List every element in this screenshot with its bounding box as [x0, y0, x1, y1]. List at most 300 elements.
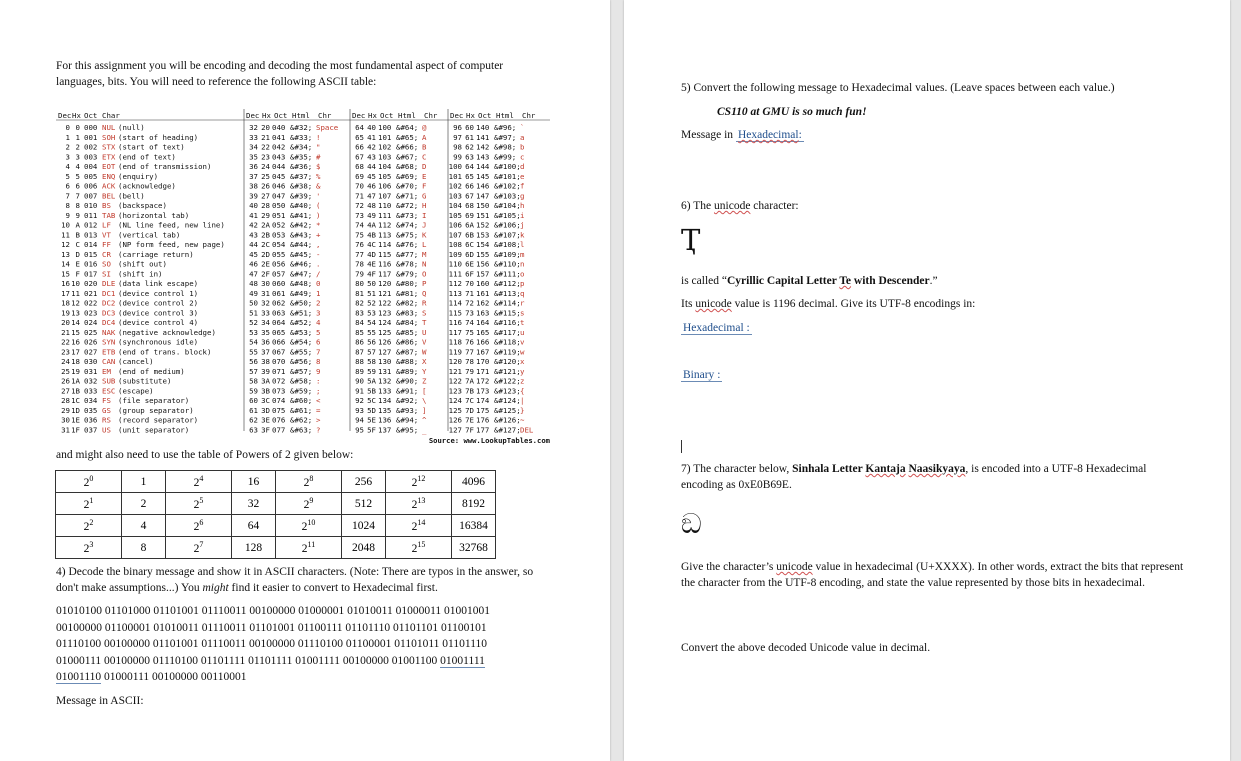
power-value-cell: 2048 [342, 537, 386, 559]
power-exponent: 13 [417, 496, 426, 506]
ascii-control-name: (record separator) [118, 415, 199, 425]
ascii-char: r [520, 298, 525, 308]
ascii-cell: 105 [448, 210, 462, 220]
ascii-cell: &#101; [494, 171, 521, 181]
power-base-cell [166, 471, 232, 493]
ascii-cell: 37 [249, 171, 258, 181]
ascii-cell: 3 [65, 152, 70, 162]
ascii-cell: &#37; [290, 171, 313, 181]
ascii-cell: &#87; [396, 347, 419, 357]
power-value-cell: 32768 [452, 537, 496, 559]
ascii-cell: 001 [84, 132, 98, 142]
ascii-cell: 034 [84, 396, 98, 405]
ascii-control-name: (substitute) [118, 376, 172, 386]
power-exponent: 15 [417, 540, 426, 550]
ascii-cell: 011 [84, 210, 98, 220]
ascii-cell: 117 [378, 269, 392, 279]
ascii-cell: 124 [448, 396, 462, 405]
powers-row [56, 537, 496, 559]
ascii-cell: 146 [476, 181, 490, 191]
ascii-control-name: (end of medium) [118, 366, 185, 376]
ascii-char: e [520, 171, 525, 181]
question-6 [681, 198, 799, 214]
ascii-cell: &#116; [494, 318, 521, 327]
ascii-header: Chr [424, 111, 438, 120]
ascii-char: ` [520, 123, 525, 132]
ascii-cell: 55 [249, 347, 258, 357]
ascii-cell: 2A [261, 220, 270, 230]
ascii-cell: &#106; [494, 220, 521, 230]
ascii-cell: 65 [355, 132, 364, 142]
power-value-cell: 2 [122, 493, 166, 515]
ascii-cell: 3 [75, 152, 80, 162]
ascii-cell: 13 [61, 249, 70, 259]
ascii-cell: &#78; [396, 259, 419, 269]
power-base: 2 [83, 498, 90, 511]
ascii-cell: 20 [261, 123, 270, 132]
ascii-cell: &#71; [396, 191, 419, 201]
ascii-cell: 006 [84, 181, 98, 191]
ascii-cell: 046 [272, 181, 286, 191]
ascii-cell: &#88; [396, 357, 419, 366]
ascii-cell: 59 [249, 386, 258, 396]
q6-value-line [681, 296, 975, 312]
ascii-header: Oct [380, 111, 394, 120]
ascii-char: DEL [520, 425, 534, 435]
ascii-cell: 74 [465, 318, 474, 327]
ascii-cell: 104 [448, 201, 462, 210]
ascii-cell: 82 [355, 298, 364, 308]
hex-message-line [681, 127, 804, 143]
ascii-cell: 5F [367, 425, 376, 435]
ascii-cell: 4F [367, 269, 376, 279]
ascii-cell: 1B [71, 386, 80, 396]
ascii-cell: 60 [465, 123, 474, 132]
ascii-cell: &#104; [494, 201, 521, 210]
ascii-cell: 41 [249, 210, 258, 220]
ascii-char: _ [422, 425, 427, 435]
ascii-header: Dec [450, 111, 464, 120]
ascii-cell: &#42; [290, 220, 313, 230]
ascii-cell: 119 [448, 347, 462, 357]
ascii-cell: 130 [378, 357, 392, 366]
ascii-char: H [422, 201, 427, 210]
ascii-cell: 76 [465, 337, 474, 347]
ascii-cell: 020 [84, 279, 98, 288]
ascii-cell: 70 [465, 279, 474, 288]
ascii-control-code: FS [102, 396, 111, 405]
ascii-control-name: (bell) [118, 191, 145, 201]
ascii-char: O [422, 269, 427, 279]
ascii-cell: &#77; [396, 249, 419, 259]
ascii-control-code: ENQ [102, 171, 116, 181]
ascii-cell: 56 [367, 337, 376, 347]
ascii-control-code: NAK [102, 327, 116, 337]
ascii-cell: 91 [355, 386, 364, 396]
ascii-cell: 78 [465, 357, 474, 366]
ascii-char: 3 [316, 308, 321, 318]
ascii-cell: 021 [84, 288, 98, 298]
question-4 [56, 564, 556, 596]
ascii-cell: 94 [355, 415, 364, 425]
ascii-cell: 151 [476, 210, 490, 220]
ascii-cell: 031 [84, 366, 98, 376]
ascii-char: Y [422, 366, 427, 376]
ascii-cell: 113 [378, 230, 392, 240]
hex-answer-label: Hexadecimal [683, 322, 744, 334]
ascii-cell: 98 [453, 142, 462, 152]
ascii-control-name: (carriage return) [118, 249, 194, 259]
ascii-cell: 58 [367, 357, 376, 366]
ascii-cell: 4 [75, 162, 80, 171]
ascii-control-name: (start of heading) [118, 132, 199, 142]
ascii-char: n [520, 259, 525, 269]
q7-name-a: Sinhala Letter [792, 463, 866, 475]
q4-might: might [202, 582, 229, 594]
ascii-cell: 1E [71, 415, 80, 425]
ascii-control-code: VT [102, 230, 111, 240]
binary-last-byte: 01001110 [56, 671, 102, 683]
ascii-cell: 4C [367, 240, 376, 249]
ascii-cell: 9 [75, 210, 80, 220]
ascii-cell: 78 [355, 259, 364, 269]
power-exponent: 11 [307, 540, 316, 550]
bin-answer-field[interactable] [681, 369, 722, 382]
q6-value-a: Its [681, 298, 696, 310]
ascii-char: f [520, 181, 525, 191]
ascii-char: M [422, 249, 427, 259]
ascii-cell: &#118; [494, 337, 521, 347]
ascii-cell: 52 [249, 318, 258, 327]
ascii-cell: 22 [261, 142, 270, 152]
ascii-cell: 6 [65, 181, 70, 191]
ascii-cell: 44 [249, 240, 258, 249]
ascii-cell: 004 [84, 162, 98, 171]
ascii-char: B [422, 142, 427, 152]
ascii-cell: 5B [367, 386, 376, 396]
power-value-cell: 8192 [452, 493, 496, 515]
power-base-cell [386, 537, 452, 559]
ascii-cell: 59 [367, 366, 376, 376]
ascii-cell: C [75, 240, 80, 249]
powers-intro: and might also need to use the table of Powers of 2 given below: [56, 449, 354, 461]
document-page-left [0, 0, 610, 761]
ascii-cell: 110 [448, 259, 462, 269]
ascii-table-graphic [56, 109, 556, 447]
ascii-cell: 5 [65, 171, 70, 181]
ascii-cell: &#69; [396, 171, 419, 181]
ascii-cell: &#62; [290, 415, 313, 425]
ascii-cell: 86 [355, 337, 364, 347]
ascii-header: Html [398, 111, 416, 120]
power-base: 2 [301, 542, 308, 555]
ascii-cell: 003 [84, 152, 98, 162]
ascii-cell: 113 [448, 288, 462, 298]
ascii-cell: &#108; [494, 240, 521, 249]
ascii-char: 1 [316, 288, 321, 298]
ascii-cell: 115 [378, 249, 392, 259]
ascii-cell: &#58; [290, 376, 313, 386]
ascii-control-code: CAN [102, 357, 116, 366]
ascii-cell: 2 [65, 142, 70, 152]
ascii-cell: &#72; [396, 201, 419, 210]
ascii-cell: 6 [75, 181, 80, 191]
ascii-cell: &#126; [494, 415, 521, 425]
ascii-cell: 19 [71, 366, 80, 376]
ascii-cell: 165 [476, 327, 490, 337]
binary-line [56, 669, 490, 686]
ascii-cell: 067 [272, 347, 286, 357]
ascii-char: a [520, 132, 525, 142]
ascii-char: x [520, 357, 525, 366]
ascii-control-code: SO [102, 259, 111, 269]
power-value-cell: 8 [122, 537, 166, 559]
ascii-cell: 032 [84, 376, 98, 386]
ascii-control-name: (device control 4) [118, 318, 199, 327]
ascii-cell: 46 [249, 259, 258, 269]
ascii-cell: 68 [465, 201, 474, 210]
ascii-cell: 8 [65, 201, 70, 210]
q7-give-unicode: unicode [776, 561, 813, 573]
ascii-char: T [422, 318, 427, 327]
ascii-cell: &#122; [494, 376, 521, 386]
ascii-cell: &#39; [290, 191, 313, 201]
ascii-control-code: DC4 [102, 318, 116, 327]
ascii-cell: 152 [476, 220, 490, 230]
q7-text-a: 7) The character below, [681, 463, 793, 475]
ascii-cell: 12 [61, 240, 70, 249]
ascii-char: & [316, 181, 321, 191]
ascii-cell: 121 [378, 288, 392, 298]
ascii-cell: &#81; [396, 288, 419, 298]
ascii-cell: &#115; [494, 308, 521, 318]
ascii-header: Hx [72, 111, 81, 120]
ascii-cell: 053 [272, 230, 286, 240]
ascii-cell: 88 [355, 357, 364, 366]
ascii-cell: 67 [465, 191, 474, 201]
power-exponent: 3 [89, 540, 94, 550]
ascii-cell: &#117; [494, 327, 521, 337]
ascii-cell: 27 [261, 191, 270, 201]
ascii-char: p [520, 279, 525, 288]
ascii-cell: &#38; [290, 181, 313, 191]
ascii-cell: 53 [367, 308, 376, 318]
ascii-cell: &#125; [494, 405, 521, 415]
power-base-cell [56, 471, 122, 493]
ascii-cell: &#57; [290, 366, 313, 376]
ascii-char: N [422, 259, 427, 269]
bin-answer-colon: : [717, 369, 721, 381]
ascii-cell: 142 [476, 142, 490, 152]
ascii-cell: 37 [261, 347, 270, 357]
ascii-cell: 40 [367, 123, 376, 132]
ascii-cell: &#50; [290, 298, 313, 308]
ascii-cell: 32 [249, 123, 258, 132]
hex-answer-colon: : [746, 322, 750, 334]
ascii-control-name: (negative acknowledge) [118, 327, 216, 337]
ascii-cell: &#59; [290, 386, 313, 396]
ascii-cell: 38 [261, 357, 270, 366]
ascii-cell: 84 [355, 318, 364, 327]
ascii-cell: 177 [476, 425, 490, 435]
ascii-cell: 77 [355, 249, 364, 259]
ascii-char: l [520, 240, 525, 249]
ascii-cell: 39 [261, 366, 270, 376]
ascii-cell: 21 [261, 132, 270, 142]
ascii-char: ! [316, 132, 321, 142]
ascii-cell: 016 [84, 259, 98, 269]
ascii-cell: 1A [71, 376, 80, 386]
ascii-cell: 2C [261, 240, 270, 249]
ascii-cell: 54 [367, 318, 376, 327]
ascii-cell: &#60; [290, 396, 313, 405]
ascii-cell: &#68; [396, 162, 419, 171]
ascii-cell: &#46; [290, 259, 313, 269]
ascii-char: # [316, 152, 321, 162]
ascii-header: Hx [466, 111, 475, 120]
ascii-control-code: ACK [102, 181, 116, 191]
ascii-cell: 071 [272, 366, 286, 376]
ascii-cell: &#103; [494, 191, 521, 201]
ascii-cell: 041 [272, 132, 286, 142]
ascii-cell: &#51; [290, 308, 313, 318]
ascii-cell: 126 [448, 415, 462, 425]
q6-name-te: Te [839, 275, 852, 287]
hex-message-word: Hexadecimal [737, 129, 799, 141]
ascii-cell: 79 [465, 366, 474, 376]
ascii-control-name: (unit separator) [118, 425, 190, 435]
ascii-cell: 6B [465, 230, 474, 240]
ascii-cell: 27 [61, 386, 70, 396]
ascii-cell: 106 [448, 220, 462, 230]
q7-letter-name [792, 463, 965, 475]
ascii-cell: &#41; [290, 210, 313, 220]
ascii-char: + [316, 230, 321, 240]
ascii-cell: &#105; [494, 210, 521, 220]
ascii-cell: 60 [249, 396, 258, 405]
ascii-cell: 7 [65, 191, 70, 201]
ascii-cell: 2E [261, 259, 270, 269]
ascii-cell: 061 [272, 288, 286, 298]
ascii-control-name: (device control 3) [118, 308, 199, 318]
ascii-cell: 56 [249, 357, 258, 366]
ascii-cell: 40 [249, 201, 258, 210]
ascii-cell: 103 [448, 191, 462, 201]
ascii-cell: 16 [61, 279, 70, 288]
ascii-cell: 037 [84, 425, 98, 435]
ascii-cell: 122 [378, 298, 392, 308]
ascii-char: ' [316, 191, 321, 201]
ascii-cell: 45 [249, 249, 258, 259]
cyrillic-te-glyph: Ҭ [681, 223, 701, 257]
ascii-cell: 74 [355, 220, 364, 230]
ascii-cell: 63 [465, 152, 474, 162]
ascii-cell: 155 [476, 249, 490, 259]
ascii-cell: &#85; [396, 327, 419, 337]
ascii-char: F [422, 181, 427, 191]
power-exponent: 8 [309, 474, 314, 484]
power-value-cell: 128 [232, 537, 276, 559]
ascii-control-code: EOT [102, 162, 116, 171]
power-exponent: 1 [89, 496, 94, 506]
ascii-cell: 5C [367, 396, 376, 405]
power-base-cell [386, 515, 452, 537]
ascii-cell: 022 [84, 298, 98, 308]
ascii-cell: 14 [61, 259, 70, 269]
ascii-char: Z [422, 376, 427, 386]
ascii-cell: 93 [355, 405, 364, 415]
hex-answer-field[interactable] [681, 322, 752, 335]
ascii-cell: 73 [355, 210, 364, 220]
ascii-cell: 13 [71, 308, 80, 318]
ascii-cell: 172 [476, 376, 490, 386]
ascii-cell: 143 [476, 152, 490, 162]
ascii-cell: 19 [61, 308, 70, 318]
hex-message-field[interactable] [736, 129, 804, 142]
power-base-cell [166, 537, 232, 559]
power-value-cell: 4 [122, 515, 166, 537]
ascii-cell: 132 [378, 376, 392, 386]
ascii-cell: 124 [378, 318, 392, 327]
hex-message-colon: : [798, 129, 802, 141]
ascii-cell: 18 [61, 298, 70, 308]
power-base: 2 [193, 476, 200, 489]
ascii-cell: 125 [378, 327, 392, 337]
ascii-cell: 042 [272, 142, 286, 152]
ascii-cell: 012 [84, 220, 98, 230]
ascii-cell: 104 [378, 162, 392, 171]
ascii-char: u [520, 327, 525, 337]
ascii-cell: 34 [261, 318, 270, 327]
ascii-cell: 144 [476, 162, 490, 171]
ascii-char: 4 [316, 318, 321, 327]
message-ascii-label[interactable]: Message in ASCII: [56, 695, 144, 707]
ascii-cell: 108 [448, 240, 462, 249]
ascii-control-code: LF [102, 220, 111, 230]
power-value-cell: 16384 [452, 515, 496, 537]
ascii-control-code: DC2 [102, 298, 116, 308]
ascii-char: L [422, 240, 427, 249]
ascii-cell: 79 [355, 269, 364, 279]
ascii-cell: 23 [61, 347, 70, 357]
ascii-cell: 145 [476, 171, 490, 181]
ascii-cell: 61 [465, 132, 474, 142]
ascii-cell: 050 [272, 201, 286, 210]
ascii-cell: 133 [378, 386, 392, 396]
ascii-char: 8 [316, 357, 321, 366]
ascii-cell: 5D [367, 405, 376, 415]
ascii-cell: 31 [61, 425, 70, 435]
ascii-cell: 57 [249, 366, 258, 376]
power-exponent: 10 [307, 518, 316, 528]
ascii-char: ; [316, 386, 321, 396]
q7-convert-line[interactable]: Convert the above decoded Unicode value in decimal. [681, 642, 931, 654]
ascii-cell: 066 [272, 337, 286, 347]
ascii-char: i [520, 210, 525, 220]
ascii-header: Chr [522, 111, 536, 120]
ascii-cell: 070 [272, 357, 286, 366]
ascii-char: P [422, 279, 427, 288]
ascii-cell: 49 [249, 288, 258, 298]
ascii-cell: 51 [367, 288, 376, 298]
ascii-cell: &#114; [494, 298, 521, 308]
ascii-control-name: (file separator) [118, 396, 190, 405]
ascii-cell: 4B [367, 230, 376, 240]
ascii-cell: 127 [448, 425, 462, 435]
ascii-char: ~ [520, 415, 525, 425]
ascii-cell: &#67; [396, 152, 419, 162]
ascii-cell: 24 [261, 162, 270, 171]
